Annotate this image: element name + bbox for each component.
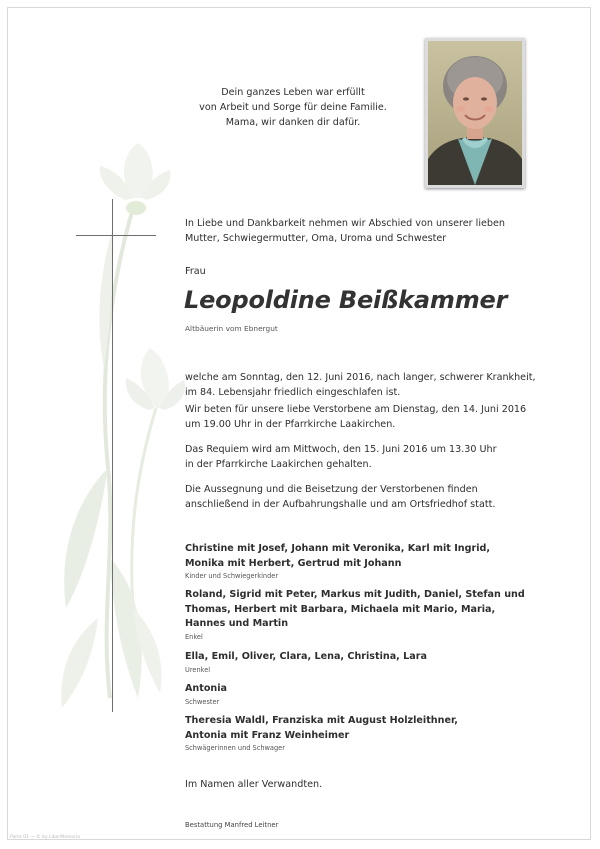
deceased-title: Altbäuerin vom Ebnergut — [185, 324, 278, 333]
undertaker-name: Bestattung Manfred Leitner — [185, 821, 279, 829]
mourner-names-line: Christine mit Josef, Johann mit Veronika, Karl mit Ingrid, — [185, 543, 491, 554]
mourner-relation: Schwester — [185, 697, 220, 706]
mourner-relation: Kinder und Schwiegerkinder — [185, 572, 279, 581]
cross-vertical-bar — [112, 199, 113, 712]
paragraph-line: um 19.00 Uhr in der Pfarrkirche Laakirchen. — [185, 419, 396, 430]
mourner-names-line: Ella, Emil, Oliver, Clara, Lena, Christina, Lara — [185, 651, 427, 662]
mourner-names-line: Hannes und Martin — [185, 618, 289, 630]
paragraph-line: anschließend in der Aufbahrungshalle und am Ortsfriedhof statt. — [185, 499, 496, 510]
cross-horizontal-bar — [76, 235, 156, 236]
intro-line: In Liebe und Dankbarkeit nehmen wir Abschied von unserer lieben — [185, 218, 505, 229]
paragraph-line: Wir beten für unsere liebe Verstorbene am Dienstag, den 14. Juni 2016 — [185, 404, 527, 415]
mourner-names-line: Roland, Sigrid mit Peter, Markus mit Judith, Daniel, Stefan und — [185, 589, 525, 600]
mourner-group-children — [185, 542, 575, 581]
burial-paragraph — [185, 482, 575, 512]
mourner-group-great-grandchildren — [185, 650, 575, 675]
death-notice-paragraph — [185, 370, 575, 400]
paragraph-line: im 84. Lebensjahr friedlich eingeschlafen ist. — [185, 387, 401, 398]
mourner-names-line: Thomas, Herbert mit Barbara, Michaela mit Mario, Maria, — [185, 603, 496, 615]
mourner-group-sister — [185, 682, 575, 707]
mourner-names-line: Antonia mit Franz Weinheimer — [185, 729, 350, 741]
memorial-verse — [178, 85, 408, 130]
verse-line: Mama, wir danken dir dafür. — [225, 117, 361, 128]
mourner-relation: Urenkel — [185, 665, 211, 674]
mourner-names-line: Theresia Waldl, Franziska mit August Holzleithner, — [185, 715, 458, 726]
mourner-group-grandchildren — [185, 588, 575, 642]
mourner-names-line: Antonia — [185, 683, 228, 694]
obituary-card — [7, 7, 591, 840]
intro-line: Mutter, Schwiegermutter, Oma, Uroma und Schwester — [185, 233, 447, 244]
salutation: Frau — [185, 266, 206, 277]
paragraph-line: welche am Sonntag, den 12. Juni 2016, nach langer, schwerer Krankheit, — [185, 372, 536, 383]
deceased-name: Leopoldine Beißkammer — [184, 286, 508, 314]
paragraph-line: Das Requiem wird am Mittwoch, den 15. Juni 2016 um 13.30 Uhr — [185, 444, 497, 455]
closing-line: Im Namen aller Verwandten. — [185, 779, 323, 790]
prayer-paragraph — [185, 402, 575, 432]
footer-credit: Parte 01 — © by LiberMemoria — [10, 835, 80, 840]
portrait-image — [428, 41, 522, 185]
lily-flower-decoration — [38, 138, 198, 738]
verse-line: Dein ganzes Leben war erfüllt — [221, 87, 365, 98]
paragraph-line: in der Pfarrkirche Laakirchen gehalten. — [185, 459, 372, 470]
mourner-relation: Schwägerinnen und Schwager — [185, 744, 285, 753]
mourner-relation: Enkel — [185, 632, 203, 641]
intro-text — [185, 216, 565, 246]
mourner-group-in-laws — [185, 714, 575, 753]
mourner-names-line: Monika mit Herbert, Gertrud mit Johann — [185, 557, 402, 569]
requiem-paragraph — [185, 442, 575, 472]
portrait-photo — [425, 38, 525, 188]
paragraph-line: Die Aussegnung und die Beisetzung der Verstorbenen finden — [185, 484, 478, 495]
verse-line: von Arbeit und Sorge für deine Familie. — [199, 102, 387, 113]
